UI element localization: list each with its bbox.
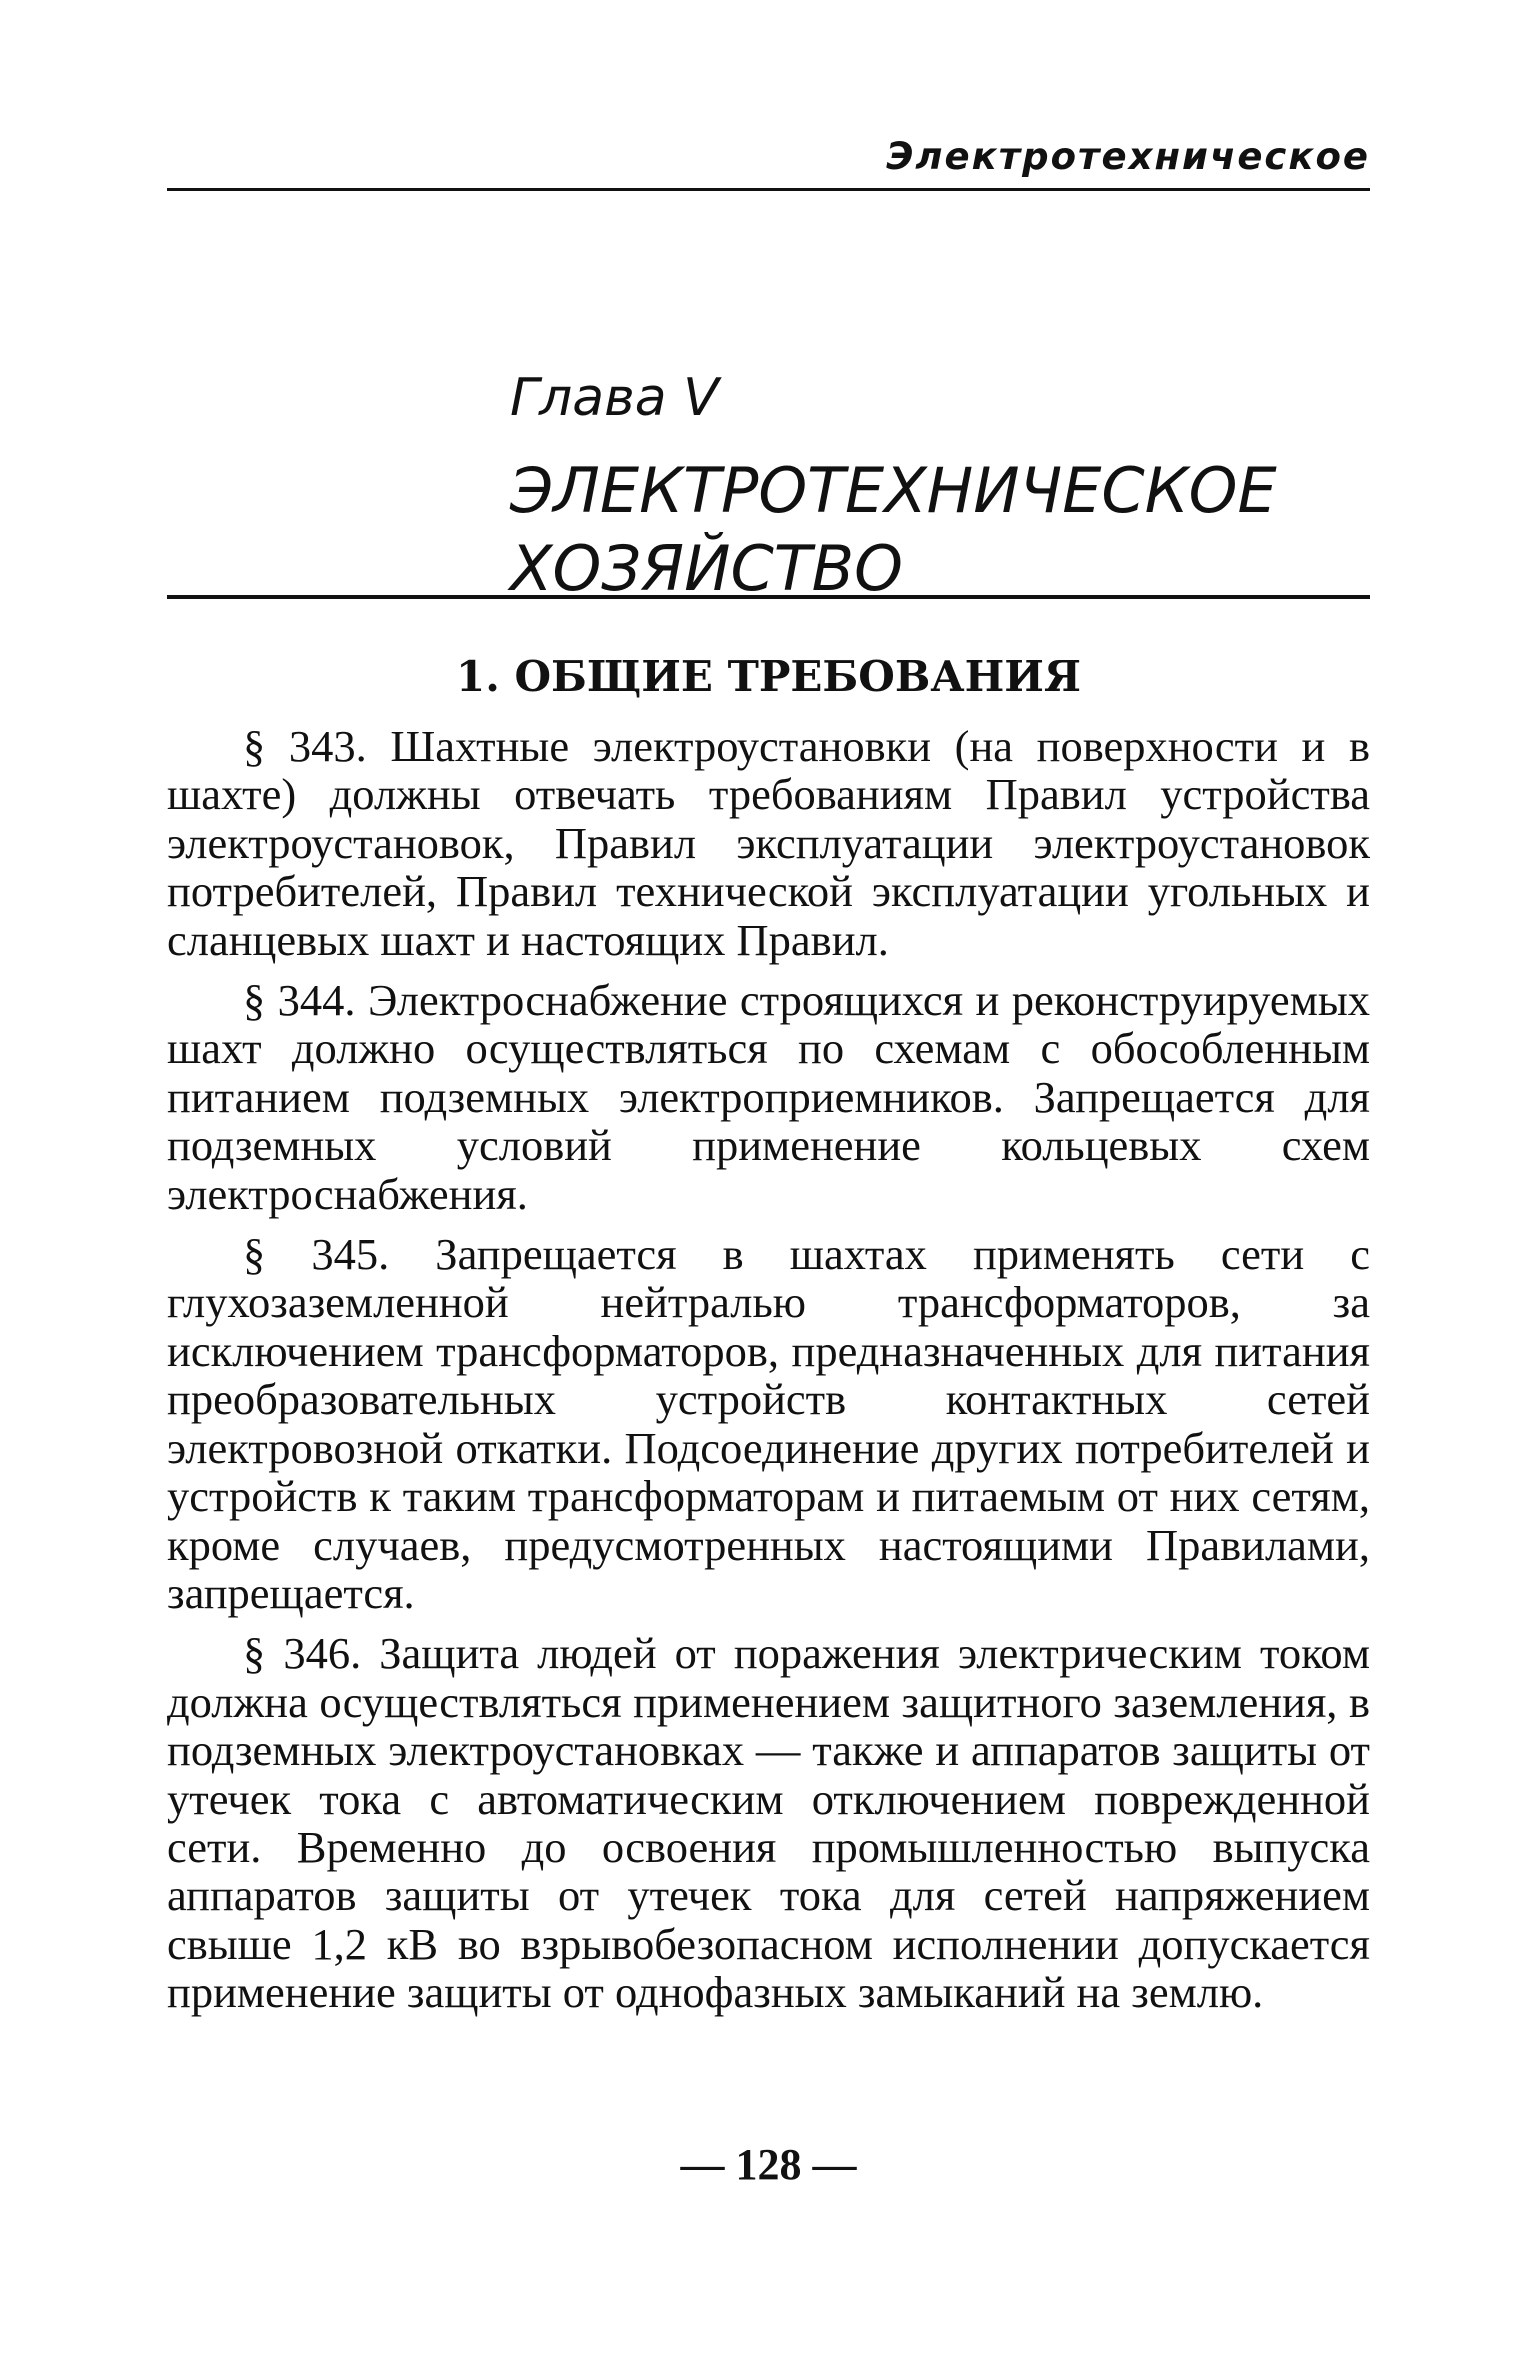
paragraph-344: § 344. Электроснабжение строящихся и реконструируемых шахт должно осуществляться по схемам с обособленным питанием подземных электроприемников. Запрещается для подземных условий применение кольцевых схем электроснабжения. <box>167 975 1370 1219</box>
paragraph-345: § 345. Запрещается в шахтах применять сети с глухозаземленной нейтралью трансформаторов, за исключением трансформаторов, предназначенных для питания преобразовательных устройств контактных сетей электровозной откатки. Подсоединение других потребителей и устройств к таким трансформаторам и питаемым от них сетям, кроме случаев, предусмотренных настоящими Правилами, запрещается. <box>167 1229 1370 1618</box>
chapter-label: Глава V <box>510 368 719 428</box>
chapter-title <box>510 452 1330 608</box>
chapter-title-line-2: ХОЗЯЙСТВО <box>510 532 903 605</box>
paragraph-343: § 343. Шахтные электроустановки (на поверхности и в шахте) должны отвечать требованиям Правил устройства электроустановок, Правил эксплуатации электроустановок потребителей, Правил технической эксплуатации угольных и сланцевых шахт и настоящих Правил. <box>167 721 1370 965</box>
chapter-title-line-1: ЭЛЕКТРОТЕХНИЧЕСКОЕ <box>510 454 1277 527</box>
chapter-rule <box>167 595 1370 599</box>
header-rule <box>167 188 1370 191</box>
body-text <box>167 722 1370 2029</box>
running-head: Электротехническое <box>886 135 1370 178</box>
paragraph-346: § 346. Защита людей от поражения электрическим током должна осуществляться применением защитного заземления, в подземных электроустановках — также и аппаратов защиты от утечек тока с автоматическим отключением поврежденной сети. Временно до освоения промышленностью выпуска аппаратов защиты от утечек тока для сетей напряжением свыше 1,2 кВ во взрывобезопасном исполнении допускается применение защиты от однофазных замыканий на землю. <box>167 1628 1370 2018</box>
page-number: — 128 — <box>680 2140 857 2189</box>
section-heading: 1. ОБЩИЕ ТРЕБОВАНИЯ <box>456 652 1081 701</box>
